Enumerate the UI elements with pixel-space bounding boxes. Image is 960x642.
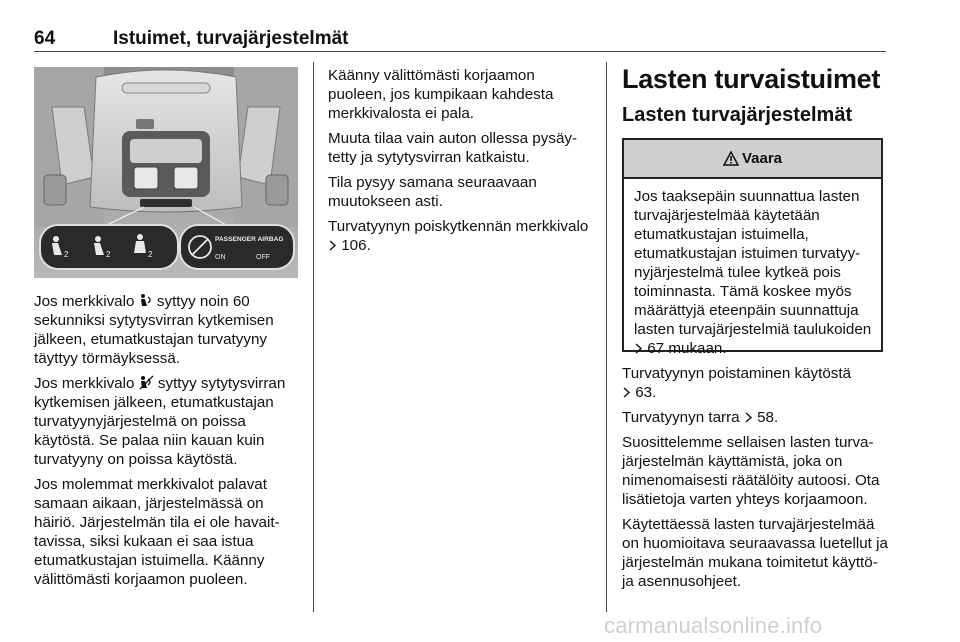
on-label: ON xyxy=(215,254,226,261)
paragraph: Turvatyynyn poiskytkennän merkkivalo 106. xyxy=(328,218,589,254)
warning-box xyxy=(622,138,883,357)
page-number: 64 xyxy=(34,28,56,49)
off-label: OFF xyxy=(256,254,270,261)
page-header xyxy=(34,28,886,50)
passenger-airbag-label: PASSENGER AIRBAG xyxy=(215,236,284,243)
airbag-on-icon xyxy=(139,293,153,308)
page-reference-icon xyxy=(634,342,643,355)
paragraph: Muuta tilaa vain auton ollessa pysäytetty ja sytytysvirran katkaistu. xyxy=(328,130,578,166)
middle-column xyxy=(328,66,596,261)
indicator-count-3: 2 xyxy=(148,250,153,259)
warning-header xyxy=(624,140,881,179)
paragraph: Suosittelemme sellaisen lasten turvajärjestelmän käyttämistä, joka on nimenomaisesti räätälöity autoosi. Ota lisätietoja varten yhteys korjaamoon. xyxy=(622,434,880,508)
paragraph: Jos molemmat merkkivalot palavat samaan aikaan, järjestelmässä on häiriö. Järjestelmän tila ei ole havaittavissa, siksi kukaan ei saa istua etumatkustajan istuimella. Käänny välittömästi korjaamon puoleen. xyxy=(34,476,280,588)
page-reference[interactable]: 106. xyxy=(341,237,371,254)
airbag-off-icon xyxy=(139,375,154,390)
indicator-count-1: 2 xyxy=(64,250,69,259)
paragraph: Jos merkkivalo syttyy noin 60 sekunniksi sytytysvirran kytkemisen jälkeen, etumatkustajan turvatyyny täyttyy törmäyksessä. xyxy=(34,293,274,367)
paragraph: Käytettäessä lasten turvajärjestelmää on huomioitava seuraavassa luetellut ja järjestelmän mukana toimitetut käyttö- ja asennusohjeet. xyxy=(622,516,888,590)
column-divider-2 xyxy=(606,62,607,612)
paragraph: Turvatyynyn poistaminen käytöstä 63. xyxy=(622,365,852,401)
paragraph: Turvatyynyn tarra 58. xyxy=(622,409,779,426)
warning-triangle-icon xyxy=(723,151,739,166)
left-column xyxy=(34,292,302,595)
section-heading: Lasten turvaistuimet xyxy=(622,64,881,94)
page-reference-icon xyxy=(328,239,337,252)
header-rule xyxy=(34,51,886,52)
watermark: carmanualsonline.info xyxy=(604,613,823,638)
paragraph: Käänny välittömästi korjaamon puoleen, jos kumpikaan kahdesta merkkivalosta ei pala. xyxy=(328,67,554,122)
chapter-title: Istuimet, turvajärjestelmät xyxy=(113,28,349,49)
paragraph: Jos merkkivalo syttyy sytytysvirran kytkemisen jälkeen, etumatkustajan turvatyynyjärjestelmä on poissa käytöstä. Se palaa niin kauan kuin turvatyyny on poissa käytöstä. xyxy=(34,375,286,468)
right-column-text xyxy=(622,364,890,597)
page-reference[interactable]: 67 mukaan. xyxy=(647,340,727,357)
page-reference[interactable]: 63. xyxy=(635,384,657,401)
page-reference[interactable]: 58. xyxy=(757,409,779,426)
warning-text: Jos taaksepäin suunnattua lasten turvajärjestelmää käytetään etumatkustajan istuimella, etumatkustajan istuimen turvatyynyjärjestelmä tulee kytkeä pois toiminnasta. Tämä koskee myös määrättyjä eteenpäin suunnattuja lasten turvajärjestelmiä taulukoiden 67 mukaan. xyxy=(634,188,872,357)
subsection-heading: Lasten turvajärjestelmät xyxy=(622,104,853,126)
column-divider-1 xyxy=(313,62,314,612)
page-reference-icon xyxy=(622,386,631,399)
indicator-count-2: 2 xyxy=(106,250,111,259)
page-reference-icon xyxy=(744,411,753,424)
overhead-console-photo xyxy=(34,67,298,278)
paragraph: Tila pysyy samana seuraavaan muutokseen asti. xyxy=(328,174,537,210)
warning-title: Vaara xyxy=(741,150,783,167)
